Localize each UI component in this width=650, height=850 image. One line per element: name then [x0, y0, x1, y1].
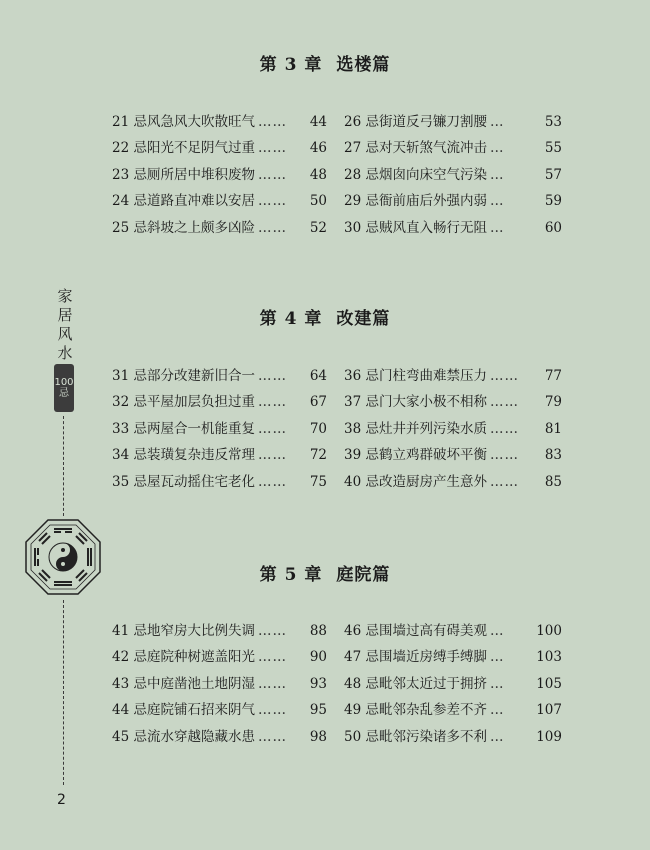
toc-entry[interactable]: [344, 390, 562, 410]
dot-leader: ……: [257, 193, 287, 210]
toc-row: [112, 470, 562, 496]
entry-page: 48: [309, 166, 327, 183]
entry-title: 35 忌屋瓦动摇住宅老化: [112, 473, 255, 490]
entry-page: 83: [544, 447, 562, 464]
entry-page: 72: [309, 447, 327, 464]
book-title-char: 风: [57, 325, 73, 343]
entry-page: 67: [309, 394, 327, 411]
toc-entry[interactable]: [112, 645, 327, 665]
toc-row: [112, 443, 562, 469]
chapter-toc: [112, 110, 562, 242]
dot-leader: ……: [257, 702, 287, 719]
side-margin: [0, 0, 100, 850]
toc-entry[interactable]: [344, 645, 562, 665]
badge-char: 忌: [59, 388, 69, 399]
margin-dashed-line-lower: [63, 600, 64, 785]
toc-entry[interactable]: [344, 163, 562, 183]
entry-title: 44 忌庭院铺石招来阴气: [112, 702, 255, 719]
dot-leader: ……: [489, 420, 519, 437]
toc-entry[interactable]: [344, 443, 562, 463]
toc-entry[interactable]: [112, 216, 327, 236]
dot-leader: …: [489, 623, 505, 639]
dot-leader: ……: [257, 728, 287, 745]
chapter-number: 第 5 章: [259, 565, 323, 585]
dot-leader: ……: [257, 623, 287, 639]
margin-dashed-line-upper: [63, 416, 64, 516]
dot-leader: ……: [257, 219, 287, 236]
entry-page: 59: [544, 193, 562, 210]
dot-leader: ……: [257, 394, 287, 411]
entry-page: 90: [309, 649, 327, 666]
entry-title: 41 忌地窄房大比例失调: [112, 623, 255, 639]
chapter-number: 第 4 章: [259, 309, 323, 329]
page-number: 2: [57, 792, 66, 808]
entry-page: 81: [544, 420, 562, 437]
toc-entry[interactable]: [344, 672, 562, 692]
toc-entry[interactable]: [112, 110, 327, 130]
dot-leader: ……: [257, 473, 287, 490]
entry-title: 37 忌门大家小极不相称: [344, 394, 487, 411]
toc-entry[interactable]: [344, 725, 562, 745]
chapter-toc: [112, 619, 562, 751]
book-title-char: 居: [57, 306, 73, 324]
dot-leader: …: [489, 675, 505, 692]
entry-title: 23 忌厕所居中堆积废物: [112, 166, 255, 183]
entry-title: 25 忌斜坡之上颇多凶险: [112, 219, 255, 236]
entry-title: 43 忌中庭凿池土地阴湿: [112, 675, 255, 692]
toc-entry[interactable]: [112, 417, 327, 437]
dot-leader: …: [489, 166, 505, 183]
toc-row: [112, 645, 562, 671]
entry-page: 107: [536, 702, 562, 719]
toc-entry[interactable]: [344, 619, 562, 639]
entry-page: 77: [544, 368, 562, 384]
toc-entry[interactable]: [112, 364, 327, 384]
entry-page: 46: [309, 140, 327, 157]
toc-entry[interactable]: [344, 136, 562, 156]
chapter-name: 改建篇: [336, 309, 391, 329]
dot-leader: ……: [257, 420, 287, 437]
entry-title: 21 忌风急风大吹散旺气: [112, 114, 255, 130]
entry-page: 55: [544, 140, 562, 157]
entry-title: 49 忌毗邻杂乱参差不齐: [344, 702, 487, 719]
entry-title: 50 忌毗邻污染诸多不利: [344, 728, 487, 745]
toc-entry[interactable]: [112, 163, 327, 183]
entry-title: 24 忌道路直冲难以安居: [112, 193, 255, 210]
entry-page: 93: [309, 675, 327, 692]
entry-page: 95: [309, 702, 327, 719]
entry-page: 64: [309, 368, 327, 384]
toc-row: [112, 725, 562, 751]
toc-entry[interactable]: [112, 698, 327, 718]
toc-entry[interactable]: [112, 470, 327, 490]
dot-leader: ……: [257, 166, 287, 183]
dot-leader: ……: [257, 649, 287, 666]
entry-page: 88: [309, 623, 327, 639]
entry-title: 28 忌烟囱向床空气污染: [344, 166, 487, 183]
toc-entry[interactable]: [344, 698, 562, 718]
dot-leader: …: [489, 114, 505, 130]
entry-page: 44: [309, 114, 327, 130]
book-title-char: 水: [57, 344, 73, 362]
toc-row: [112, 216, 562, 242]
chapter-heading: [0, 50, 650, 75]
toc-entry[interactable]: [344, 470, 562, 490]
dot-leader: …: [489, 140, 505, 157]
toc-row: [112, 390, 562, 416]
dot-leader: ……: [489, 473, 519, 490]
toc-row: [112, 364, 562, 390]
entry-title: 22 忌阳光不足阴气过重: [112, 140, 255, 157]
entry-page: 98: [309, 728, 327, 745]
entry-title: 31 忌部分改建新旧合一: [112, 368, 255, 384]
toc-row: [112, 136, 562, 162]
entry-title: 39 忌鹤立鸡群破坏平衡: [344, 447, 487, 464]
chapter-name: 选楼篇: [336, 55, 391, 75]
toc-row: [112, 619, 562, 645]
dot-leader: ……: [489, 394, 519, 411]
toc-entry[interactable]: [344, 189, 562, 209]
toc-entry[interactable]: [112, 443, 327, 463]
entry-title: 36 忌门柱弯曲难禁压力: [344, 368, 487, 384]
dot-leader: …: [489, 649, 505, 666]
entry-title: 30 忌贼风直入畅行无阻: [344, 219, 487, 236]
toc-entry[interactable]: [112, 189, 327, 209]
toc-entry[interactable]: [344, 417, 562, 437]
toc-row: [112, 698, 562, 724]
entry-page: 75: [309, 473, 327, 490]
entry-title: 46 忌围墙过高有碍美观: [344, 623, 487, 639]
dot-leader: …: [489, 728, 505, 745]
badge-number: 100: [54, 377, 74, 388]
chapter-heading: [0, 304, 650, 329]
entry-title: 48 忌毗邻太近过于拥挤: [344, 675, 487, 692]
dot-leader: ……: [257, 140, 287, 157]
entry-page: 85: [544, 473, 562, 490]
toc-entry[interactable]: [112, 136, 327, 156]
entry-page: 52: [309, 219, 327, 236]
dot-leader: ……: [257, 447, 287, 464]
dot-leader: ……: [257, 368, 287, 384]
toc-row: [112, 110, 562, 136]
entry-page: 50: [309, 193, 327, 210]
entry-page: 100: [536, 623, 562, 639]
toc-row: [112, 672, 562, 698]
entry-page: 109: [536, 728, 562, 745]
chapter-toc: [112, 364, 562, 496]
toc-entry[interactable]: [344, 110, 562, 130]
entry-page: 60: [544, 219, 562, 236]
toc-row: [112, 189, 562, 215]
dot-leader: …: [489, 193, 505, 210]
toc-entry[interactable]: [344, 364, 562, 384]
entry-title: 47 忌围墙近房缚手缚脚: [344, 649, 487, 666]
entry-title: 45 忌流水穿越隐藏水患: [112, 728, 255, 745]
entry-page: 57: [544, 166, 562, 183]
dot-leader: …: [489, 702, 505, 719]
entry-title: 27 忌对天斩煞气流冲击: [344, 140, 487, 157]
dot-leader: …: [489, 219, 505, 236]
toc-row: [112, 417, 562, 443]
title-badge: [54, 364, 74, 412]
entry-title: 42 忌庭院种树遮盖阳光: [112, 649, 255, 666]
dot-leader: ……: [257, 675, 287, 692]
book-title-char: 家: [57, 287, 73, 305]
entry-page: 103: [536, 649, 562, 666]
toc-entry[interactable]: [112, 390, 327, 410]
entry-title: 26 忌街道反弓镰刀割腰: [344, 114, 487, 130]
entry-title: 33 忌两屋合一机能重复: [112, 420, 255, 437]
entry-title: 34 忌装璜复杂违反常理: [112, 447, 255, 464]
toc-entry[interactable]: [112, 619, 327, 639]
chapter-number: 第 3 章: [259, 55, 323, 75]
dot-leader: ……: [489, 447, 519, 464]
entry-title: 32 忌平屋加层负担过重: [112, 394, 255, 411]
entry-title: 38 忌灶井并列污染水质: [344, 420, 487, 437]
chapter-name: 庭院篇: [336, 565, 391, 585]
entry-page: 70: [309, 420, 327, 437]
toc-row: [112, 163, 562, 189]
toc-entry[interactable]: [344, 216, 562, 236]
dot-leader: ……: [257, 114, 287, 130]
toc-entry[interactable]: [112, 672, 327, 692]
entry-title: 29 忌衙前庙后外强内弱: [344, 193, 487, 210]
entry-page: 79: [544, 394, 562, 411]
entry-page: 53: [544, 114, 562, 130]
chapter-heading: [0, 560, 650, 585]
entry-title: 40 忌改造厨房产生意外: [344, 473, 487, 490]
entry-page: 105: [536, 675, 562, 692]
toc-entry[interactable]: [112, 725, 327, 745]
dot-leader: ……: [489, 368, 519, 384]
